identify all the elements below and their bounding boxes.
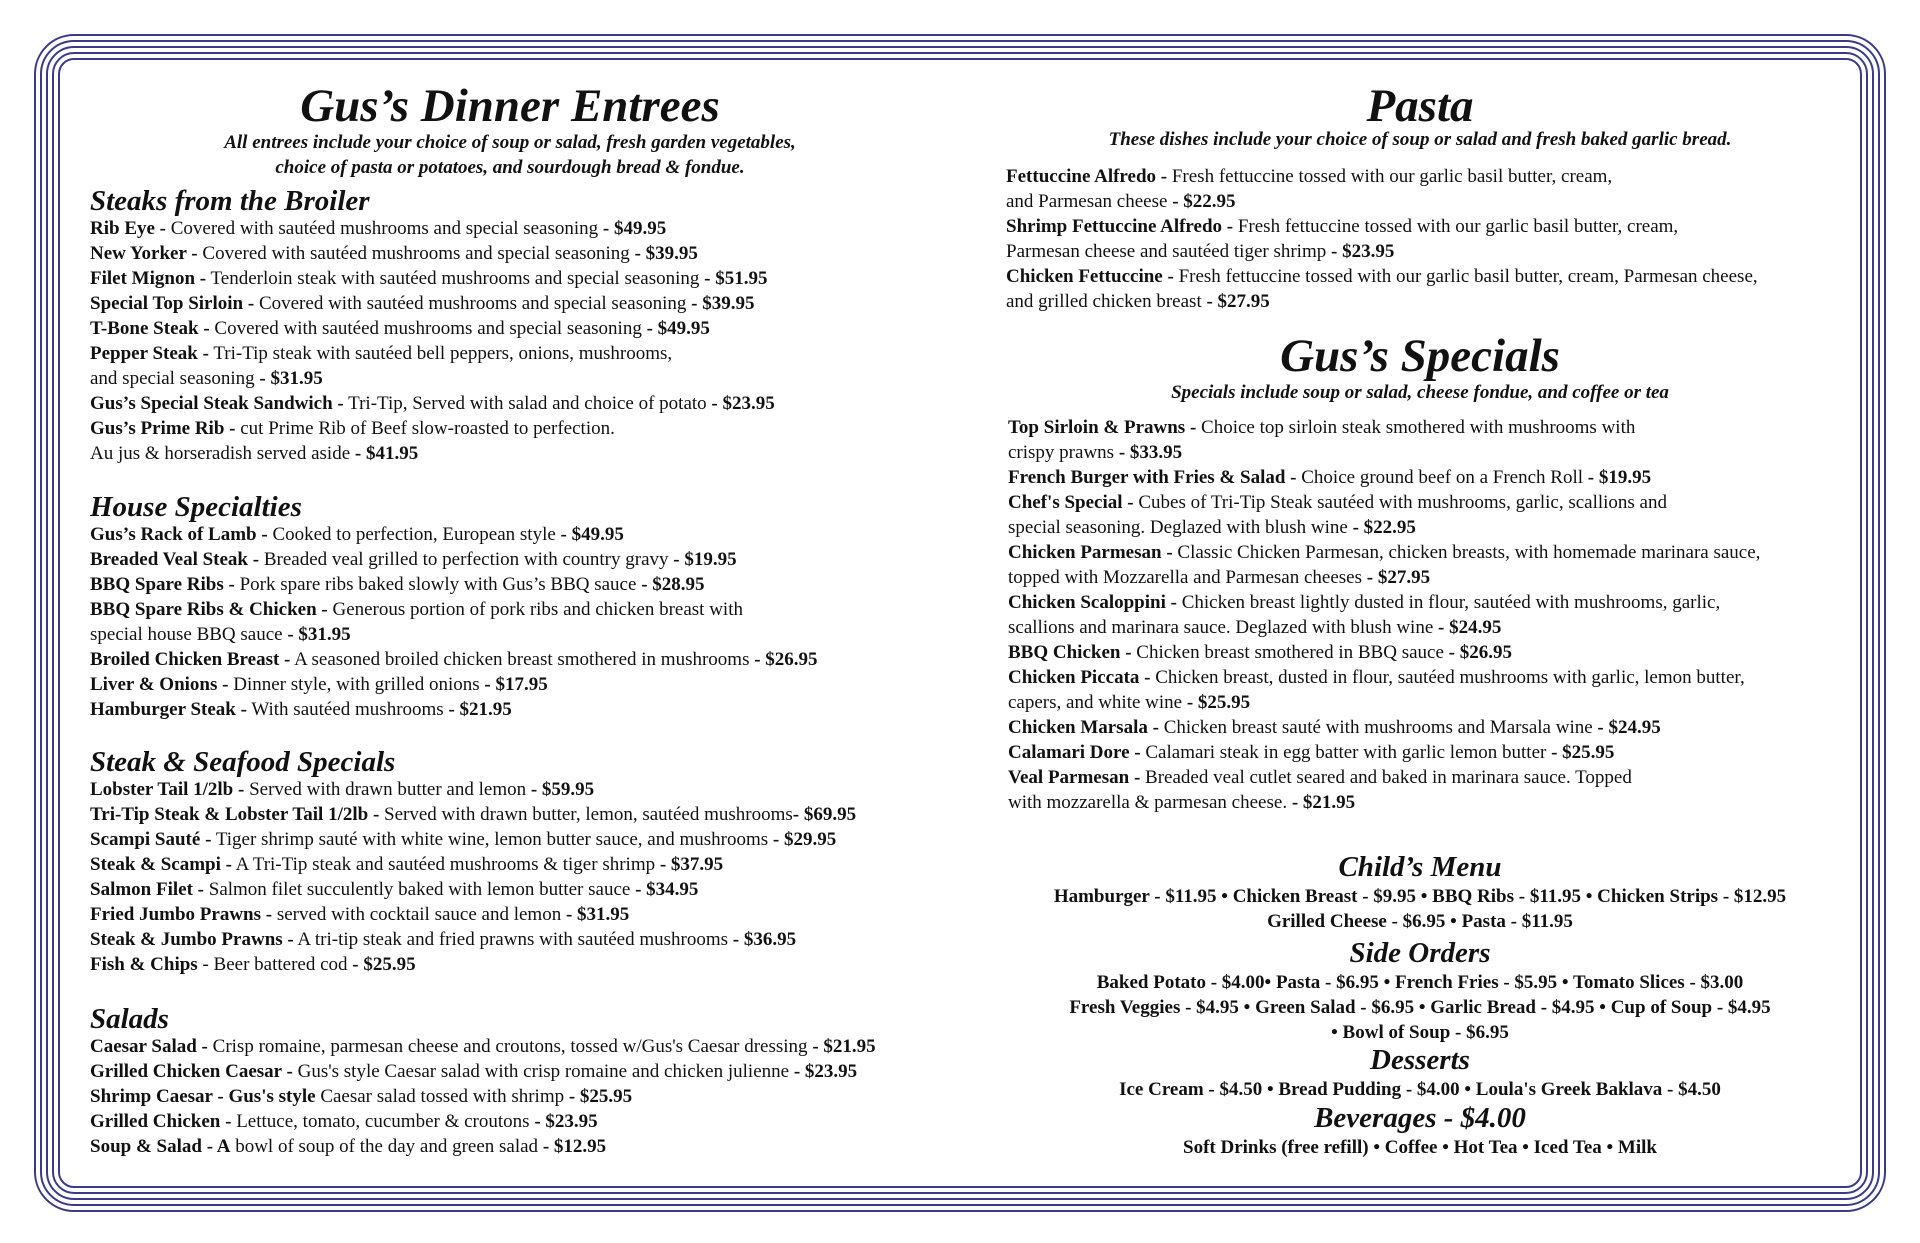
side-orders-line3: • Bowl of Soup - $6.95 — [1331, 1022, 1509, 1043]
menu-item-line — [90, 877, 856, 902]
item-price: - $29.95 — [772, 829, 837, 850]
menu-item-line — [1008, 765, 1760, 790]
menu-item-line — [90, 672, 818, 697]
menu-item-line — [90, 902, 856, 927]
menu-item-line — [1008, 415, 1760, 440]
item-desc: Covered with sautéed mushrooms and special seasoning — [254, 293, 692, 314]
item-name: Hamburger Steak - — [90, 699, 247, 720]
item-desc: Covered with sautéed mushrooms and special seasoning — [209, 318, 647, 339]
item-name: Chicken Parmesan - — [1008, 542, 1173, 563]
item-price: - $24.95 — [1438, 617, 1502, 638]
item-desc: Parmesan cheese and sautéed tiger shrimp — [1006, 241, 1331, 262]
item-name: Gus’s Rack of Lamb - — [90, 524, 268, 545]
menu-item-line — [90, 927, 856, 952]
item-price: - $17.95 — [484, 674, 548, 695]
item-price: - $28.95 — [641, 574, 705, 595]
item-desc: Covered with sautéed mushrooms and special seasoning — [197, 243, 635, 264]
item-desc: - Beer battered cod — [197, 954, 353, 975]
item-desc: Chicken breast, dusted in flour, sautéed mushrooms with garlic, lemon butter, — [1150, 667, 1745, 688]
menu-item-line — [90, 266, 775, 291]
menu-item-line — [90, 1109, 876, 1134]
item-price: - $25.95 — [1186, 692, 1251, 713]
menu-item-line — [90, 216, 775, 241]
specials-subtitle: Specials include soup or salad, cheese fondue, and coffee or tea — [1171, 382, 1669, 403]
item-name: Soup & Salad - A — [90, 1136, 231, 1157]
seafood-section-title: Steak & Seafood Specials — [90, 746, 396, 778]
item-price: - $49.95 — [560, 524, 624, 545]
menu-item-line — [90, 1034, 876, 1059]
item-desc: capers, and white wine — [1008, 692, 1187, 713]
item-desc: Fresh fettuccine tossed with our garlic basil butter, cream, — [1233, 216, 1679, 237]
item-desc: scallions and marinara sauce. Deglazed with blush wine — [1008, 617, 1438, 638]
item-price: - $24.95 — [1597, 717, 1661, 738]
item-name: French Burger with Fries & Salad - — [1008, 467, 1297, 488]
menu-item-line — [90, 777, 856, 802]
item-desc: Generous portion of pork ribs and chicken breast with — [327, 599, 743, 620]
item-name: Shrimp Caesar - Gus's style — [90, 1086, 316, 1107]
item-desc: Tri-Tip, Served with salad and choice of potato — [343, 393, 712, 414]
item-name: Filet Mignon - — [90, 268, 207, 289]
item-desc: Lettuce, tomato, cucumber & croutons — [231, 1111, 535, 1132]
item-name: Fried Jumbo Prawns - — [90, 904, 273, 925]
childs-menu-line1: Hamburger - $11.95 • Chicken Breast - $9.95 • BBQ Ribs - $11.95 • Chicken Strips - $12.95 — [1053, 886, 1787, 907]
item-desc: Tri-Tip steak with sautéed bell peppers, onions, mushrooms, — [208, 343, 673, 364]
item-desc: Choice top sirloin steak smothered with mushrooms with — [1196, 417, 1636, 438]
side-orders-title: Side Orders — [1349, 937, 1491, 969]
item-name: T-Bone Steak - — [90, 318, 210, 339]
item-desc: Breaded veal grilled to perfection with country gravy — [259, 549, 674, 570]
item-name: Special Top Sirloin - — [90, 293, 255, 314]
menu-item-line — [1008, 665, 1760, 690]
item-desc: and Parmesan cheese — [1006, 191, 1173, 212]
item-price: - $31.95 — [565, 904, 630, 925]
item-name: Lobster Tail 1/2lb - — [90, 779, 245, 800]
item-name: Chicken Scaloppini - — [1008, 592, 1177, 613]
item-desc: Cooked to perfection, European style — [267, 524, 561, 545]
specials-title: Gus’s Specials — [1280, 330, 1560, 382]
item-name: BBQ Chicken - — [1008, 642, 1132, 663]
item-name: Scampi Sauté - — [90, 829, 212, 850]
menu-item-line — [90, 852, 856, 877]
item-price: - $23.95 — [711, 393, 775, 414]
item-desc: special house BBQ sauce — [90, 624, 288, 645]
item-desc: Gus's style Caesar salad with crisp romaine and chicken julienne — [292, 1061, 794, 1082]
item-desc: special seasoning. Deglazed with blush wine — [1008, 517, 1353, 538]
childs-menu-title: Child’s Menu — [1338, 851, 1502, 883]
item-name: Salmon Filet - — [90, 879, 204, 900]
item-desc: Served with drawn butter and lemon — [244, 779, 531, 800]
menu-item-line — [1006, 264, 1758, 289]
menu-item-line — [1008, 465, 1760, 490]
item-name: Veal Parmesan - — [1008, 767, 1141, 788]
item-price: - $49.95 — [602, 218, 667, 239]
menu-item-line — [90, 241, 775, 266]
menu-item-line — [1008, 690, 1760, 715]
item-price: - $49.95 — [646, 318, 710, 339]
item-name: Grilled Chicken Caesar - — [90, 1061, 293, 1082]
item-desc: with mozzarella & parmesan cheese. — [1008, 792, 1292, 813]
item-name: Steak & Scampi - — [90, 854, 232, 875]
menu-item-line — [90, 697, 818, 722]
item-price: - $37.95 — [659, 854, 724, 875]
menu-item-line — [1008, 490, 1760, 515]
item-price: - $22.95 — [1352, 517, 1416, 538]
specials-list — [1008, 415, 1760, 815]
item-desc: Crisp romaine, parmesan cheese and croutons, tossed w/Gus's Caesar dressing — [207, 1036, 813, 1057]
item-price: - $23.95 — [793, 1061, 858, 1082]
pasta-title: Pasta — [1366, 80, 1474, 132]
item-price: - $25.95 — [352, 954, 416, 975]
side-orders-line2: Fresh Veggies - $4.95 • Green Salad - $6.95 • Garlic Bread - $4.95 • Cup of Soup - $4.95 — [1069, 997, 1771, 1018]
menu-item-line — [90, 547, 818, 572]
item-desc: cut Prime Rib of Beef slow-roasted to perfection. — [235, 418, 615, 439]
item-price: - $39.95 — [634, 243, 698, 264]
item-desc: Pork spare ribs baked slowly with Gus’s BBQ sauce — [234, 574, 642, 595]
item-desc: Choice ground beef on a French Roll — [1296, 467, 1588, 488]
item-name: Fish & Chips — [90, 954, 198, 975]
item-price: - $22.95 — [1172, 191, 1236, 212]
item-price: - $34.95 — [635, 879, 699, 900]
item-desc: Tiger shrimp sauté with white wine, lemon butter sauce, and mushrooms — [211, 829, 773, 850]
item-name: Gus’s Prime Rib - — [90, 418, 236, 439]
menu-item-line — [1008, 615, 1760, 640]
item-price: - $36.95 — [732, 929, 797, 950]
item-price: - $25.95 — [1551, 742, 1615, 763]
item-price: - $21.95 — [1291, 792, 1356, 813]
item-name: Rib Eye - — [90, 218, 166, 239]
entrees-subtitle-line1: All entrees include your choice of soup or salad, fresh garden vegetables, — [224, 132, 796, 153]
item-name: Shrimp Fettuccine Alfredo - — [1006, 216, 1234, 237]
item-name: Calamari Dore - — [1008, 742, 1141, 763]
item-name: Tri-Tip Steak & Lobster Tail 1/2lb - — [90, 804, 380, 825]
beverages-line1: Soft Drinks (free refill) • Coffee • Hot Tea • Iced Tea • Milk — [1183, 1137, 1657, 1158]
item-desc: Breaded veal cutlet seared and baked in marinara sauce. Topped — [1140, 767, 1632, 788]
desserts-line1: Ice Cream - $4.50 • Bread Pudding - $4.00 • Loula's Greek Baklava - $4.50 — [1119, 1079, 1721, 1100]
item-desc: Chicken breast lightly dusted in flour, sautéed with mushrooms, garlic, — [1176, 592, 1721, 613]
item-desc: and grilled chicken breast — [1006, 291, 1207, 312]
item-price: - $26.95 — [754, 649, 818, 670]
item-desc: topped with Mozzarella and Parmesan cheeses — [1008, 567, 1367, 588]
menu-item-line — [90, 827, 856, 852]
entrees-subtitle-line2: choice of pasta or potatoes, and sourdough bread & fondue. — [275, 157, 745, 178]
menu-item-line — [1008, 515, 1760, 540]
item-desc: Calamari steak in egg batter with garlic lemon butter — [1140, 742, 1552, 763]
house-section-title: House Specialties — [90, 491, 302, 523]
steaks-list — [90, 216, 775, 466]
salads-list — [90, 1034, 876, 1159]
menu-item-line — [90, 1059, 876, 1084]
desserts-title: Desserts — [1370, 1044, 1470, 1076]
item-desc: Chicken breast smothered in BBQ sauce — [1131, 642, 1449, 663]
menu-item-line — [90, 341, 775, 366]
item-price: - $31.95 — [287, 624, 351, 645]
menu-item-line — [1008, 440, 1760, 465]
item-price: - $59.95 — [530, 779, 595, 800]
menu-item-line — [90, 952, 856, 977]
menu-item-line — [1006, 214, 1758, 239]
item-desc: bowl of soup of the day and green salad — [230, 1136, 543, 1157]
item-desc: Covered with sautéed mushrooms and special seasoning — [166, 218, 603, 239]
menu-item-line — [1008, 590, 1760, 615]
item-desc: With sautéed mushrooms — [246, 699, 449, 720]
item-name: BBQ Spare Ribs - — [90, 574, 235, 595]
menu-item-line — [1006, 164, 1758, 189]
entrees-title: Gus’s Dinner Entrees — [300, 80, 720, 132]
item-price: - $41.95 — [354, 443, 419, 464]
pasta-list — [1006, 164, 1758, 314]
item-desc: Fresh fettuccine tossed with our garlic basil butter, cream, — [1167, 166, 1613, 187]
item-name: Caesar Salad - — [90, 1036, 208, 1057]
item-price: - $51.95 — [704, 268, 768, 289]
item-name: Top Sirloin & Prawns - — [1008, 417, 1197, 438]
house-list — [90, 522, 818, 722]
steaks-section-title: Steaks from the Broiler — [90, 185, 370, 217]
menu-item-line — [90, 572, 818, 597]
childs-menu-line2: Grilled Cheese - $6.95 • Pasta - $11.95 — [1267, 911, 1573, 932]
item-name: Chicken Marsala - — [1008, 717, 1159, 738]
side-orders-line1: Baked Potato - $4.00• Pasta - $6.95 • French Fries - $5.95 • Tomato Slices - $3.00 — [1096, 972, 1744, 993]
item-price: - $19.95 — [1587, 467, 1652, 488]
item-desc: and special seasoning — [90, 368, 260, 389]
item-price: - $25.95 — [568, 1086, 633, 1107]
item-price: - $27.95 — [1366, 567, 1431, 588]
menu-item-line — [1006, 289, 1758, 314]
menu-item-line — [90, 391, 775, 416]
item-desc: A tri-tip steak and fried prawns with sautéed mushrooms — [293, 929, 733, 950]
item-desc: Tenderloin steak with sautéed mushrooms and special seasoning — [206, 268, 705, 289]
item-name: Pepper Steak - — [90, 343, 209, 364]
menu-item-line — [1006, 189, 1758, 214]
item-desc: Classic Chicken Parmesan, chicken breasts, with homemade marinara sauce, — [1172, 542, 1761, 563]
item-name: Grilled Chicken - — [90, 1111, 232, 1132]
menu-item-line — [90, 366, 775, 391]
menu-item-line — [90, 622, 818, 647]
menu-item-line — [1008, 640, 1760, 665]
seafood-list — [90, 777, 856, 977]
menu-item-line — [1008, 740, 1760, 765]
item-price: - $26.95 — [1448, 642, 1512, 663]
menu-item-line — [90, 416, 775, 441]
item-desc: Salmon filet succulently baked with lemon butter sauce — [204, 879, 636, 900]
item-desc: Au jus & horseradish served aside — [90, 443, 355, 464]
item-price: - $21.95 — [448, 699, 512, 720]
salads-section-title: Salads — [90, 1003, 169, 1035]
item-price: - $33.95 — [1118, 442, 1183, 463]
menu-item-line — [90, 1134, 876, 1159]
beverages-title: Beverages - $4.00 — [1314, 1102, 1526, 1134]
item-price: - $23.95 — [1331, 241, 1395, 262]
item-name: Chicken Piccata - — [1008, 667, 1151, 688]
menu-item-line — [1008, 540, 1760, 565]
item-price: - $31.95 — [259, 368, 323, 389]
item-name: Broiled Chicken Breast - — [90, 649, 291, 670]
menu-item-line — [1008, 790, 1760, 815]
item-desc: served with cocktail sauce and lemon — [272, 904, 566, 925]
item-name: New Yorker - — [90, 243, 198, 264]
menu-item-line — [1008, 565, 1760, 590]
item-desc: A seasoned broiled chicken breast smothered in mushrooms — [290, 649, 755, 670]
menu-item-line — [90, 291, 775, 316]
pasta-subtitle: These dishes include your choice of soup or salad and fresh baked garlic bread. — [1108, 129, 1732, 150]
item-name: Fettuccine Alfredo - — [1006, 166, 1168, 187]
item-desc: A Tri-Tip steak and sautéed mushrooms & tiger shrimp — [231, 854, 660, 875]
item-price: - $19.95 — [673, 549, 737, 570]
item-price: - $12.95 — [542, 1136, 607, 1157]
item-price: - $27.95 — [1206, 291, 1270, 312]
item-desc: crispy prawns — [1008, 442, 1119, 463]
item-desc: Caesar salad tossed with shrimp — [315, 1086, 569, 1107]
item-desc: Cubes of Tri-Tip Steak sautéed with mushrooms, garlic, scallions and — [1133, 492, 1667, 513]
menu-item-line — [1008, 715, 1760, 740]
menu-item-line — [90, 597, 818, 622]
menu-item-line — [90, 1084, 876, 1109]
item-desc: Dinner style, with grilled onions — [228, 674, 485, 695]
item-name: Chicken Fettuccine - — [1006, 266, 1174, 287]
item-name: Chef's Special - — [1008, 492, 1134, 513]
item-name: Liver & Onions - — [90, 674, 229, 695]
item-desc: Served with drawn butter, lemon, sautéed mushrooms — [379, 804, 793, 825]
item-name: Steak & Jumbo Prawns - — [90, 929, 294, 950]
item-price: - $23.95 — [534, 1111, 598, 1132]
item-name: Gus’s Special Steak Sandwich - — [90, 393, 344, 414]
item-price: - $21.95 — [812, 1036, 876, 1057]
menu-item-line — [1006, 239, 1758, 264]
menu-item-line — [90, 802, 856, 827]
menu-item-line — [90, 316, 775, 341]
item-desc: Chicken breast sauté with mushrooms and Marsala wine — [1158, 717, 1598, 738]
menu-item-line — [90, 522, 818, 547]
menu-item-line — [90, 647, 818, 672]
item-price: - $69.95 — [792, 804, 857, 825]
menu-item-line — [90, 441, 775, 466]
item-name: BBQ Spare Ribs & Chicken - — [90, 599, 328, 620]
item-desc: Fresh fettuccine tossed with our garlic basil butter, cream, Parmesan cheese, — [1173, 266, 1758, 287]
item-price: - $39.95 — [691, 293, 755, 314]
item-name: Breaded Veal Steak - — [90, 549, 260, 570]
